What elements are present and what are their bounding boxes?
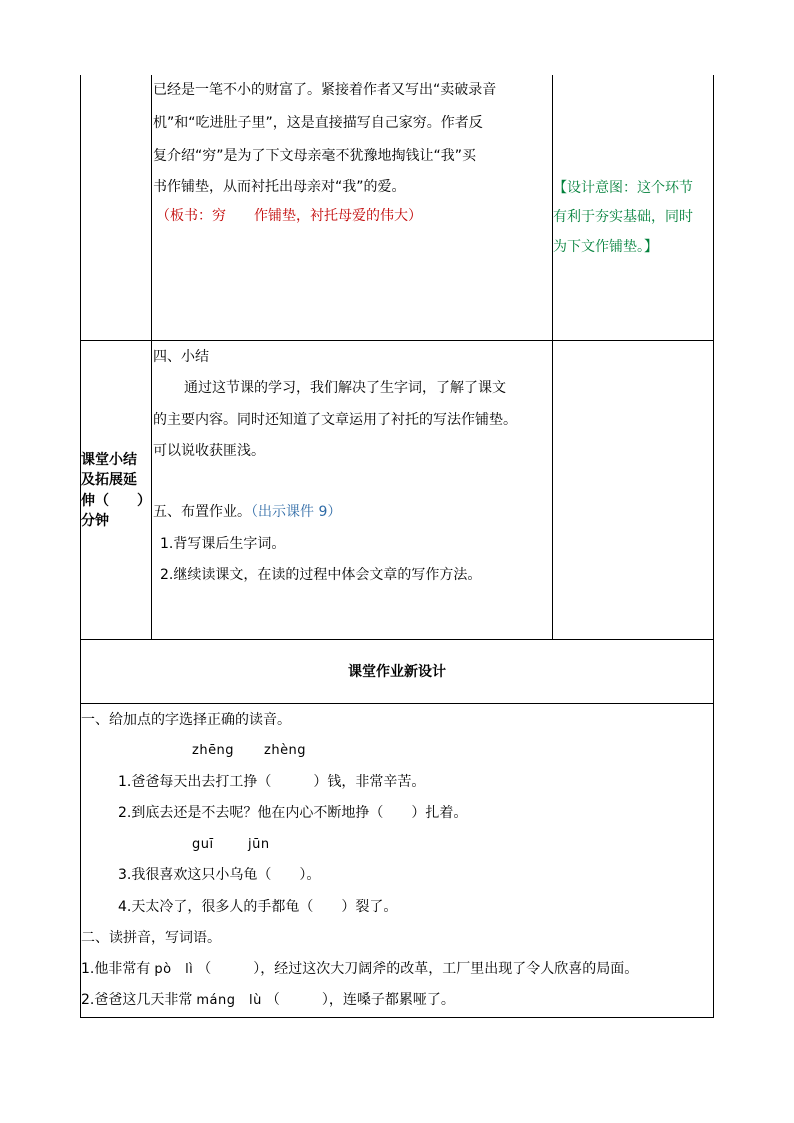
- question-line: [81, 959, 638, 980]
- summary-line: 的主要内容。同时还知道了文章运用了衬托的写法作铺垫。: [153, 412, 517, 428]
- question-text: （ ），经过这次大刀阔斧的改革，工厂里出现了令人欣喜的局面。: [197, 961, 639, 977]
- design-intent-line: 【设计意图：这个环节: [553, 180, 693, 196]
- question-text: 1.他非常有: [81, 961, 151, 977]
- paragraph-line: 机”和“吃进肚子里”，这是直接描写自己家穷。作者反: [153, 115, 483, 131]
- pinyin: zhēng: [192, 743, 235, 758]
- table-divider: [80, 639, 714, 640]
- question-text: 2.爸爸这几天非常: [81, 992, 193, 1008]
- table-divider: [80, 703, 714, 704]
- section-title: 课堂作业新设计: [348, 664, 446, 680]
- table-border: [80, 1017, 714, 1018]
- question-line: 2.到底去还是不去呢？他在内心不断地挣（ ）扎着。: [118, 805, 468, 821]
- pinyin: jūn: [248, 837, 270, 852]
- side-label-line: 课堂小结: [81, 452, 137, 468]
- paragraph-line: 复介绍“穷”是为了下文母亲毫不犹豫地掏钱让“我”买: [153, 148, 477, 164]
- paragraph-line: 已经是一笔不小的财富了。紧接着作者又写出“卖破录音: [153, 82, 497, 98]
- homework-note: （出示课件 9）: [251, 504, 342, 520]
- homework-heading: [153, 502, 341, 522]
- homework-heading-text: 五、布置作业。: [153, 504, 251, 520]
- homework-item: 1.背写课后生字词。: [160, 536, 286, 552]
- design-intent-line: 为下文作铺垫。】: [553, 239, 658, 255]
- table-divider: [151, 75, 152, 640]
- side-label-line: 伸（ ）: [81, 493, 151, 509]
- table-divider: [80, 340, 714, 341]
- question-line: 3.我很喜欢这只小乌龟（ ）。: [118, 867, 321, 883]
- paragraph-line: 书作铺垫，从而衬托出母亲对“我”的爱。: [153, 179, 406, 195]
- pinyin: pò lì: [154, 962, 194, 977]
- question-line: 4.天太冷了，很多人的手都龟（ ）裂了。: [118, 899, 398, 915]
- side-label-line: 分钟: [81, 513, 109, 529]
- pinyin: guī: [192, 837, 214, 852]
- table-divider: [552, 75, 553, 640]
- design-intent-line: 有利于夯实基础，同时: [553, 209, 693, 225]
- question-line: [81, 990, 455, 1011]
- board-note: （板书：穷 作铺垫，衬托母爱的伟大）: [156, 208, 422, 224]
- side-label-line: 及拓展延: [81, 472, 137, 488]
- table-border: [713, 75, 714, 1018]
- section-heading: 四、小结: [153, 349, 209, 365]
- homework-item: 2.继续读课文，在读的过程中体会文章的写作方法。: [160, 567, 482, 583]
- table-border: [80, 75, 81, 1018]
- question-heading: 一、给加点的字选择正确的读音。: [81, 712, 291, 728]
- pinyin: zhèng: [264, 743, 307, 758]
- summary-line: 可以说收获匪浅。: [153, 443, 265, 459]
- question-line: 1.爸爸每天出去打工挣（ ）钱，非常辛苦。: [118, 774, 426, 790]
- question-heading: 二、读拼音，写词语。: [81, 930, 221, 946]
- pinyin: máng lù: [196, 993, 262, 1008]
- summary-line: 通过这节课的学习，我们解决了生字词，了解了课文: [184, 380, 506, 396]
- question-text: （ ），连嗓子都累哑了。: [265, 992, 455, 1008]
